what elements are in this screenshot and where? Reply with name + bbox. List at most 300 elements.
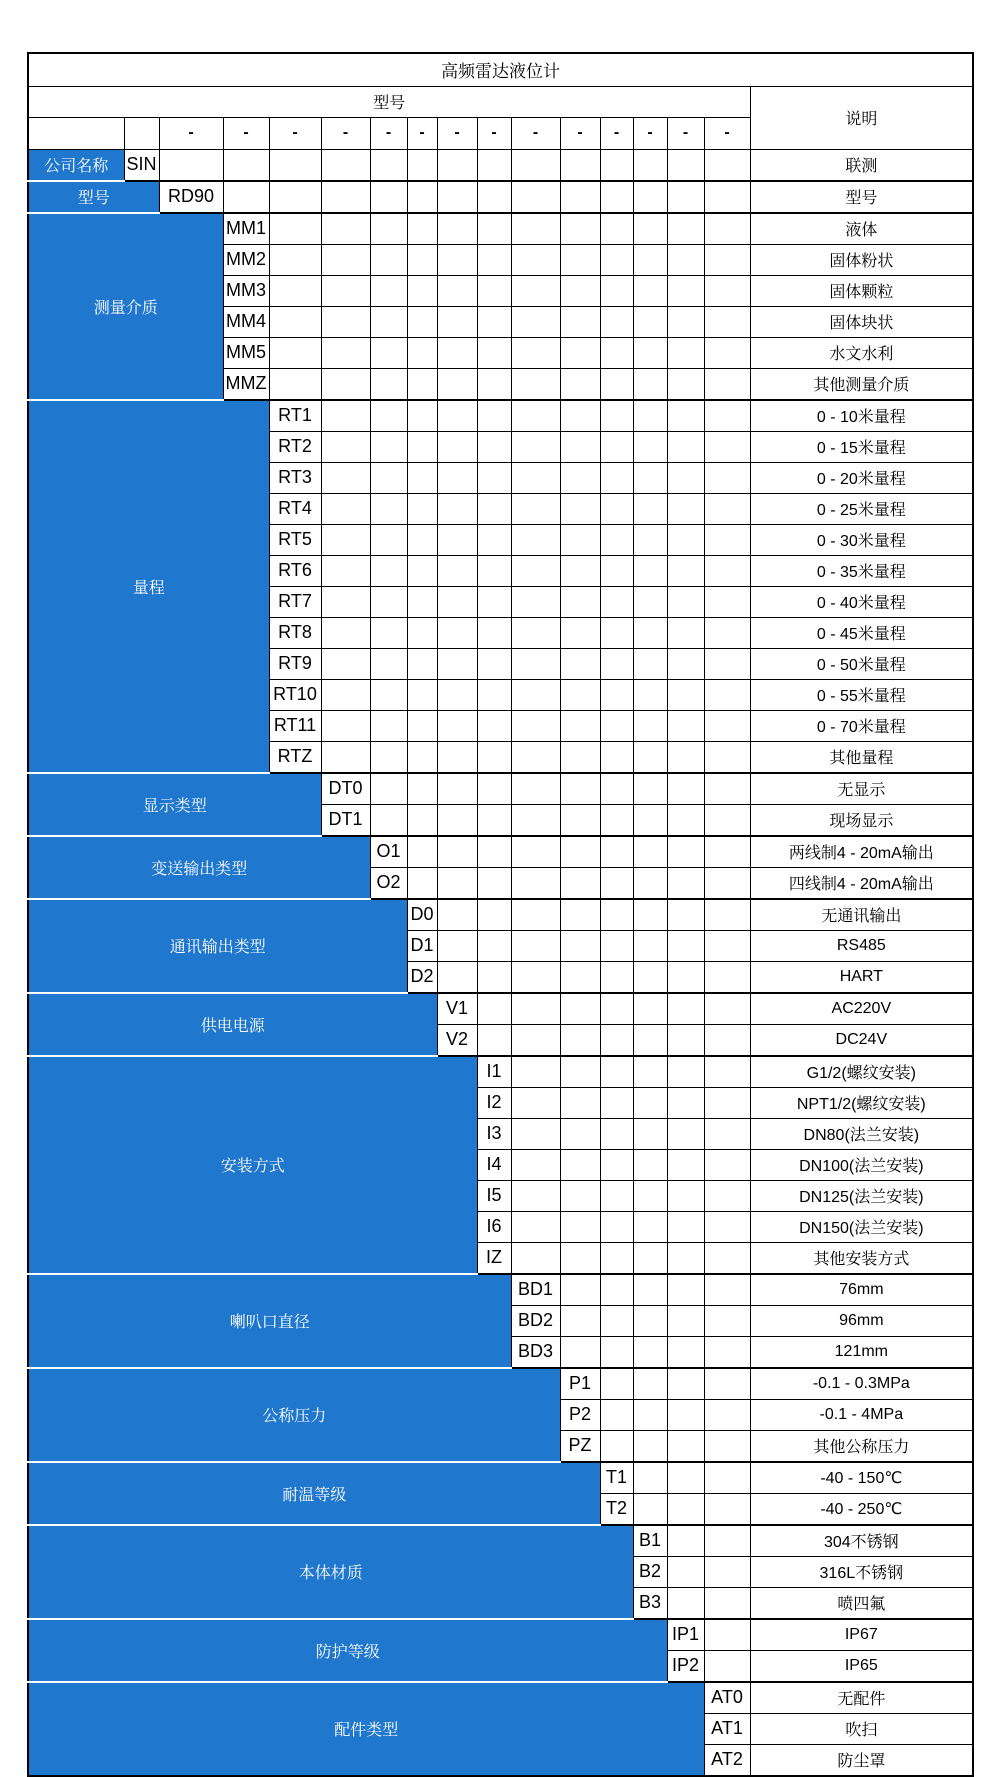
description-cell: DN125(法兰安装) (750, 1180, 973, 1211)
empty-cell (560, 1242, 600, 1274)
empty-cell (477, 773, 511, 805)
code-cell: P1 (560, 1368, 600, 1400)
empty-cell (704, 586, 750, 617)
header-row (28, 86, 973, 117)
empty-cell (407, 836, 437, 868)
empty-cell (633, 930, 667, 961)
empty-cell (633, 1211, 667, 1242)
empty-cell (704, 1118, 750, 1149)
category-cell: 安装方式 (28, 1056, 477, 1274)
empty-cell (667, 741, 704, 773)
empty-cell (477, 462, 511, 493)
empty-cell (704, 1336, 750, 1368)
code-cell: I2 (477, 1087, 511, 1118)
empty-cell (560, 400, 600, 432)
separator-cell: - (269, 117, 321, 149)
empty-cell (704, 181, 750, 213)
empty-cell (667, 1024, 704, 1056)
code-cell: MM5 (223, 337, 269, 368)
empty-cell (560, 930, 600, 961)
empty-cell (407, 648, 437, 679)
table-row (28, 1619, 973, 1651)
empty-cell (633, 1180, 667, 1211)
empty-cell (633, 275, 667, 306)
empty-cell (667, 586, 704, 617)
category-cell: 喇叭口直径 (28, 1274, 511, 1368)
empty-cell (704, 1462, 750, 1494)
code-cell: RT1 (269, 400, 321, 432)
empty-cell (370, 181, 407, 213)
empty-cell (477, 149, 511, 181)
code-cell: RD90 (159, 181, 223, 213)
code-cell: DT0 (321, 773, 370, 805)
code-cell: B3 (633, 1587, 667, 1619)
empty-cell (704, 836, 750, 868)
description-cell: 型号 (750, 181, 973, 213)
separator-cell: - (704, 117, 750, 149)
empty-cell (600, 961, 633, 993)
empty-cell (370, 617, 407, 648)
description-cell: -0.1 - 4MPa (750, 1399, 973, 1430)
empty-cell (511, 368, 560, 400)
empty-cell (633, 804, 667, 836)
empty-cell (633, 1305, 667, 1336)
empty-cell (437, 679, 477, 710)
empty-cell (370, 431, 407, 462)
description-cell: AC220V (750, 993, 973, 1025)
model-header-cell: 型号 (28, 86, 750, 117)
empty-cell (560, 1118, 600, 1149)
empty-cell (437, 773, 477, 805)
empty-cell (477, 710, 511, 741)
empty-cell (321, 337, 370, 368)
empty-cell (437, 337, 477, 368)
empty-cell (704, 1149, 750, 1180)
empty-cell (269, 275, 321, 306)
empty-cell (370, 462, 407, 493)
empty-cell (407, 181, 437, 213)
empty-cell (511, 524, 560, 555)
code-cell: AT0 (704, 1682, 750, 1714)
empty-cell (370, 306, 407, 337)
code-cell: O1 (370, 836, 407, 868)
empty-cell (704, 679, 750, 710)
empty-cell (321, 493, 370, 524)
separator-cell: - (560, 117, 600, 149)
category-cell: 配件类型 (28, 1682, 704, 1776)
empty-cell (667, 1493, 704, 1525)
code-cell: RT6 (269, 555, 321, 586)
empty-cell (560, 679, 600, 710)
description-cell: 水文水利 (750, 337, 973, 368)
empty-cell (704, 400, 750, 432)
empty-cell (321, 710, 370, 741)
empty-cell (633, 993, 667, 1025)
empty-cell (667, 181, 704, 213)
empty-cell (667, 961, 704, 993)
empty-cell (560, 493, 600, 524)
empty-cell (704, 1650, 750, 1682)
separator-cell: - (223, 117, 269, 149)
empty-cell (511, 275, 560, 306)
code-cell: I5 (477, 1180, 511, 1211)
empty-cell (667, 710, 704, 741)
category-cell: 耐温等级 (28, 1462, 600, 1525)
table-row (28, 836, 973, 868)
description-cell: 现场显示 (750, 804, 973, 836)
empty-cell (633, 1118, 667, 1149)
empty-cell (321, 555, 370, 586)
description-cell: 0 - 35米量程 (750, 555, 973, 586)
empty-cell (511, 462, 560, 493)
empty-cell (370, 586, 407, 617)
separator-cell: - (667, 117, 704, 149)
description-cell: DN150(法兰安装) (750, 1211, 973, 1242)
empty-cell (370, 648, 407, 679)
empty-cell (124, 117, 159, 149)
code-cell: I6 (477, 1211, 511, 1242)
code-cell: B1 (633, 1525, 667, 1557)
empty-cell (437, 804, 477, 836)
description-cell: NPT1/2(螺纹安装) (750, 1087, 973, 1118)
empty-cell (370, 244, 407, 275)
empty-cell (437, 181, 477, 213)
empty-cell (560, 1336, 600, 1368)
empty-cell (437, 899, 477, 931)
empty-cell (477, 213, 511, 245)
empty-cell (407, 306, 437, 337)
code-cell: IP2 (667, 1650, 704, 1682)
table-row (28, 181, 973, 213)
empty-cell (667, 1180, 704, 1211)
empty-cell (704, 1274, 750, 1306)
empty-cell (437, 244, 477, 275)
description-cell: RS485 (750, 930, 973, 961)
empty-cell (667, 867, 704, 899)
separator-cell: - (600, 117, 633, 149)
empty-cell (633, 400, 667, 432)
code-cell: SIN (124, 149, 159, 181)
empty-cell (407, 617, 437, 648)
table-row (28, 993, 973, 1025)
empty-cell (667, 1587, 704, 1619)
empty-cell (269, 149, 321, 181)
empty-cell (704, 244, 750, 275)
code-cell: IZ (477, 1242, 511, 1274)
empty-cell (560, 617, 600, 648)
empty-cell (633, 679, 667, 710)
empty-cell (477, 400, 511, 432)
empty-cell (704, 1368, 750, 1400)
page-title: 高频雷达液位计 (28, 53, 973, 86)
category-cell: 本体材质 (28, 1525, 633, 1619)
empty-cell (477, 993, 511, 1025)
empty-cell (704, 1587, 750, 1619)
empty-cell (477, 930, 511, 961)
empty-cell (321, 275, 370, 306)
code-cell: MM3 (223, 275, 269, 306)
description-cell: 304不锈钢 (750, 1525, 973, 1557)
empty-cell (600, 400, 633, 432)
empty-cell (370, 149, 407, 181)
description-cell: 防尘罩 (750, 1744, 973, 1776)
empty-cell (477, 181, 511, 213)
empty-cell (667, 275, 704, 306)
empty-cell (321, 368, 370, 400)
empty-cell (511, 1149, 560, 1180)
empty-cell (667, 1399, 704, 1430)
empty-cell (704, 617, 750, 648)
empty-cell (704, 961, 750, 993)
empty-cell (437, 648, 477, 679)
empty-cell (704, 993, 750, 1025)
empty-cell (511, 961, 560, 993)
empty-cell (511, 1242, 560, 1274)
empty-cell (437, 555, 477, 586)
empty-cell (600, 555, 633, 586)
empty-cell (600, 1024, 633, 1056)
empty-cell (633, 462, 667, 493)
empty-cell (704, 1430, 750, 1462)
empty-cell (600, 462, 633, 493)
empty-cell (600, 306, 633, 337)
empty-cell (600, 836, 633, 868)
description-cell: DN100(法兰安装) (750, 1149, 973, 1180)
empty-cell (667, 462, 704, 493)
empty-cell (511, 930, 560, 961)
code-cell: AT1 (704, 1713, 750, 1744)
description-cell: 0 - 15米量程 (750, 431, 973, 462)
empty-cell (477, 524, 511, 555)
empty-cell (704, 431, 750, 462)
empty-cell (560, 1149, 600, 1180)
empty-cell (477, 337, 511, 368)
empty-cell (600, 1087, 633, 1118)
empty-cell (667, 804, 704, 836)
empty-cell (667, 773, 704, 805)
empty-cell (600, 804, 633, 836)
separator-cell: - (633, 117, 667, 149)
empty-cell (407, 462, 437, 493)
empty-cell (560, 586, 600, 617)
code-cell: I3 (477, 1118, 511, 1149)
table-row (28, 213, 973, 245)
description-cell: 0 - 70米量程 (750, 710, 973, 741)
empty-cell (370, 773, 407, 805)
empty-cell (560, 836, 600, 868)
empty-cell (600, 1242, 633, 1274)
table-row (28, 1368, 973, 1400)
empty-cell (633, 555, 667, 586)
empty-cell (407, 804, 437, 836)
description-cell: -0.1 - 0.3MPa (750, 1368, 973, 1400)
empty-cell (600, 1056, 633, 1088)
empty-cell (633, 899, 667, 931)
empty-cell (477, 741, 511, 773)
empty-cell (269, 244, 321, 275)
empty-cell (633, 1462, 667, 1494)
empty-cell (560, 804, 600, 836)
empty-cell (269, 337, 321, 368)
empty-cell (560, 648, 600, 679)
empty-cell (437, 368, 477, 400)
code-cell: MMZ (223, 368, 269, 400)
empty-cell (600, 648, 633, 679)
empty-cell (633, 244, 667, 275)
empty-cell (511, 1087, 560, 1118)
empty-cell (511, 617, 560, 648)
empty-cell (667, 1242, 704, 1274)
empty-cell (667, 213, 704, 245)
code-cell: DT1 (321, 804, 370, 836)
empty-cell (667, 1118, 704, 1149)
empty-cell (667, 431, 704, 462)
code-cell: O2 (370, 867, 407, 899)
empty-cell (321, 244, 370, 275)
empty-cell (704, 1399, 750, 1430)
separator-cell: - (407, 117, 437, 149)
empty-cell (560, 306, 600, 337)
empty-cell (633, 1087, 667, 1118)
empty-cell (511, 993, 560, 1025)
empty-cell (704, 804, 750, 836)
description-cell: DC24V (750, 1024, 973, 1056)
empty-cell (560, 741, 600, 773)
empty-cell (633, 1336, 667, 1368)
empty-cell (600, 710, 633, 741)
empty-cell (600, 773, 633, 805)
empty-cell (600, 586, 633, 617)
empty-cell (407, 149, 437, 181)
description-cell: 0 - 25米量程 (750, 493, 973, 524)
category-cell: 供电电源 (28, 993, 437, 1056)
empty-cell (667, 1305, 704, 1336)
empty-cell (477, 368, 511, 400)
empty-cell (667, 617, 704, 648)
empty-cell (407, 741, 437, 773)
empty-cell (704, 493, 750, 524)
empty-cell (437, 741, 477, 773)
empty-cell (704, 1211, 750, 1242)
empty-cell (477, 431, 511, 462)
empty-cell (704, 1305, 750, 1336)
code-cell: RT8 (269, 617, 321, 648)
empty-cell (633, 1242, 667, 1274)
description-cell: IP67 (750, 1619, 973, 1651)
empty-cell (560, 181, 600, 213)
empty-cell (269, 181, 321, 213)
empty-cell (704, 337, 750, 368)
empty-cell (600, 993, 633, 1025)
empty-cell (667, 1211, 704, 1242)
empty-cell (560, 368, 600, 400)
empty-cell (704, 1493, 750, 1525)
empty-cell (477, 867, 511, 899)
separator-cell: - (370, 117, 407, 149)
code-cell: MM1 (223, 213, 269, 245)
empty-cell (560, 710, 600, 741)
table-row (28, 1525, 973, 1557)
empty-cell (667, 930, 704, 961)
empty-cell (370, 741, 407, 773)
empty-cell (633, 524, 667, 555)
empty-cell (600, 524, 633, 555)
empty-cell (633, 710, 667, 741)
empty-cell (407, 710, 437, 741)
empty-cell (600, 1274, 633, 1306)
empty-cell (704, 741, 750, 773)
empty-cell (633, 493, 667, 524)
empty-cell (437, 400, 477, 432)
empty-cell (667, 368, 704, 400)
description-cell: 四线制4 - 20mA输出 (750, 867, 973, 899)
empty-cell (704, 1087, 750, 1118)
empty-cell (560, 961, 600, 993)
empty-cell (321, 400, 370, 432)
empty-cell (667, 679, 704, 710)
description-cell: 两线制4 - 20mA输出 (750, 836, 973, 868)
code-cell: RT3 (269, 462, 321, 493)
empty-cell (321, 679, 370, 710)
code-cell: PZ (560, 1430, 600, 1462)
code-cell: RT11 (269, 710, 321, 741)
empty-cell (477, 244, 511, 275)
description-cell: 吹扫 (750, 1713, 973, 1744)
empty-cell (511, 710, 560, 741)
description-cell: 0 - 50米量程 (750, 648, 973, 679)
empty-cell (370, 679, 407, 710)
empty-cell (667, 1274, 704, 1306)
empty-cell (600, 867, 633, 899)
empty-cell (370, 400, 407, 432)
description-cell: -40 - 250℃ (750, 1493, 973, 1525)
description-cell: 其他安装方式 (750, 1242, 973, 1274)
table-row (28, 1462, 973, 1494)
empty-cell (511, 867, 560, 899)
empty-cell (560, 275, 600, 306)
code-cell: BD2 (511, 1305, 560, 1336)
table-row (28, 899, 973, 931)
empty-cell (407, 337, 437, 368)
category-cell: 测量介质 (28, 213, 223, 400)
empty-cell (407, 431, 437, 462)
empty-cell (667, 1525, 704, 1557)
empty-cell (633, 1430, 667, 1462)
empty-cell (511, 1118, 560, 1149)
empty-cell (321, 617, 370, 648)
empty-cell (600, 679, 633, 710)
empty-cell (437, 710, 477, 741)
empty-cell (704, 524, 750, 555)
empty-cell (511, 244, 560, 275)
empty-cell (704, 1556, 750, 1587)
empty-cell (704, 462, 750, 493)
empty-cell (704, 368, 750, 400)
empty-cell (600, 368, 633, 400)
empty-cell (704, 1024, 750, 1056)
empty-cell (511, 586, 560, 617)
empty-cell (407, 679, 437, 710)
table-row (28, 400, 973, 432)
empty-cell (633, 836, 667, 868)
empty-cell (600, 1368, 633, 1400)
empty-cell (511, 1024, 560, 1056)
empty-cell (600, 930, 633, 961)
separator-cell: - (511, 117, 560, 149)
code-cell: RT7 (269, 586, 321, 617)
empty-cell (667, 1430, 704, 1462)
empty-cell (633, 586, 667, 617)
